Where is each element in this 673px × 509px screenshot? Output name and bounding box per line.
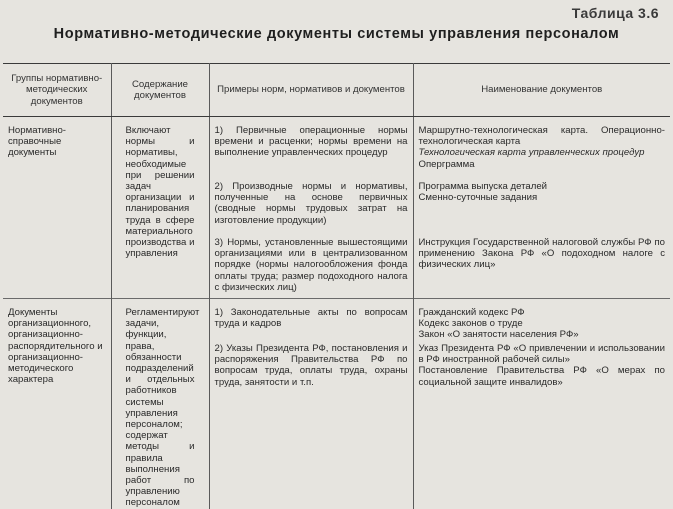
table-header-row	[3, 64, 670, 117]
example-item: 1) Первичные операционные нормы времени и расценки; нормы времени на выполнение управленческих процедур	[214, 125, 408, 159]
content-cell	[111, 117, 209, 299]
group-text: Нормативно-справочные документы	[8, 125, 66, 159]
example-item: 2) Указы Президента РФ, постановления и распоряжения Правительства РФ по вопросам труда, оплаты труда, охраны труда, занятости и т.п.	[214, 343, 408, 388]
name-line: Маршрутно-технологическая карта. Операционно-технологическая карта	[418, 125, 665, 148]
name-line: Постановление Правительства РФ «О мерах по социальной защите инвалидов»	[418, 365, 665, 388]
content-text: Регламентируют задачи, функции, права, обязанности подразделений и отдельных работников системы управления персоналом; содержат методы и правила выполнения работ по управлению персоналом	[125, 307, 200, 509]
examples-cell	[209, 299, 413, 509]
names-cell	[413, 299, 670, 509]
name-group	[419, 181, 666, 237]
table-number-label: Таблица 3.6	[571, 5, 659, 21]
examples-cell	[209, 117, 413, 299]
example-item: 2) Производные нормы и нормативы, полученные на основе первичных (сводные нормы трудовых затрат на изготовление продукции)	[214, 181, 408, 226]
column-header-groups: Группы нормативно-методических документов	[3, 64, 111, 117]
column-header-examples: Примеры норм, нормативов и документов	[209, 64, 413, 117]
name-line: Сменно-суточные задания	[418, 192, 538, 204]
name-line: Технологическая карта управленческих процедур	[418, 147, 645, 159]
name-line: Программа выпуска деталей	[418, 181, 548, 192]
example-item: 1) Законодательные акты по вопросам труда и кадров	[214, 307, 408, 330]
name-group	[419, 125, 666, 181]
group-text: Документы организационного, организационно-распорядительного и организационно-методического характера	[8, 307, 103, 386]
documents-table	[3, 63, 670, 509]
column-header-names: Наименование документов	[413, 64, 670, 117]
document-title: Нормативно-методические документы системы управления персоналом	[53, 26, 620, 42]
content-cell	[111, 299, 209, 509]
name-group	[419, 237, 666, 271]
table-row	[3, 299, 670, 509]
name-line: Оперграмма	[418, 158, 475, 170]
group-cell	[3, 117, 111, 299]
name-line: Гражданский кодекс РФ	[418, 307, 525, 319]
group-cell	[3, 299, 111, 509]
column-header-content: Содержание документов	[111, 64, 209, 117]
name-group	[419, 343, 666, 388]
example-item: 3) Нормы, установленные вышестоящими организациями или в централизованном порядке (нормы налогообложения фонда оплаты труда; размер подоходного налога с физических лиц)	[214, 237, 408, 293]
name-line: Закон «О занятости населения РФ»	[418, 329, 579, 341]
table-row	[3, 117, 670, 299]
name-group	[419, 307, 666, 343]
content-text: Включают нормы и нормативы, необходимые при решении задач организации и планирования труда в сфере материального производства и управления	[125, 125, 195, 260]
name-line: Кодекс законов о труде	[418, 318, 523, 330]
names-cell	[413, 117, 670, 299]
name-line: Инструкция Государственной налоговой службы РФ по применению Закона РФ «О подоходном налоге с физических лиц»	[418, 237, 665, 271]
name-line: Указ Президента РФ «О привлечении и использовании в РФ иностранной рабочей силы»	[418, 343, 665, 366]
